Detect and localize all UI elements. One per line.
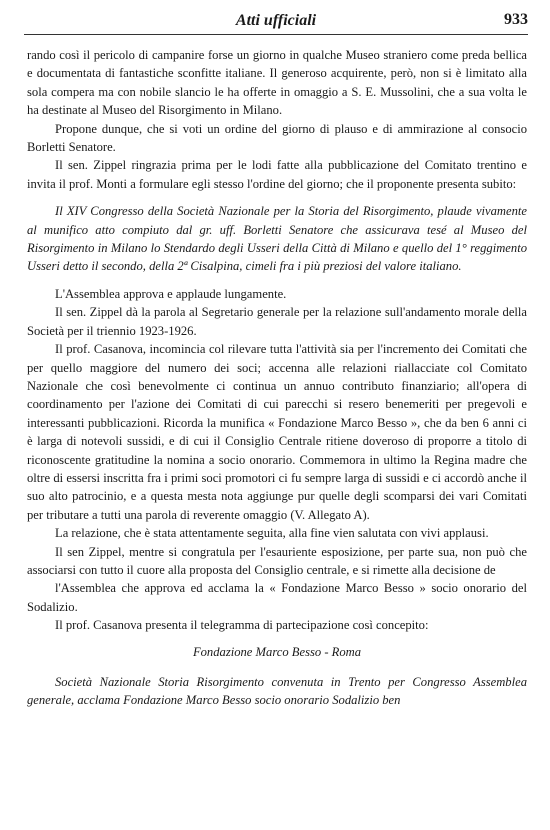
paragraph-assembly-acclaims: l'Assemblea che approva ed acclama la « Fondazione Marco Besso » socio onorario del Sodalizio. — [27, 581, 527, 614]
page-number: 933 — [504, 11, 528, 28]
telegram-text: Società Nazionale Storia Risorgimento convenuta in Trento per Congresso Assemblea generale, acclama Fondazione Marco Besso socio onorario Sodalizio ben — [27, 675, 527, 708]
paragraph-assembly-approves: L'Assemblea approva e applaude lungamente. — [55, 286, 287, 301]
paragraph-zippel-floor: Il sen. Zippel dà la parola al Segretario generale per la relazione sull'andamento morale della Società per il triennio 1923-1926. — [27, 305, 527, 338]
paragraph-continuation: rando così il pericolo di campanire forse un giorno in qualche Museo straniero come preda bellica e documentata di fantastiche sconfitte italiane. Il generoso acquirente, però, non si è limitato alla sola compera ma con nobile slancio le ha offerte in omaggio a S. E. Mussolini, che a sua volta le ha destinate al Museo del Risorgimento in Milano. — [27, 48, 527, 118]
paragraph-proposal: Propone dunque, che si voti un ordine del giorno di plauso e di ammirazione al consocio Borletti Senatore. — [27, 121, 527, 155]
paragraph-casanova-report: Il prof. Casanova, incomincia col rilevare tutta l'attività sia per l'incremento dei Comitati che per quello maggiore del numero dei soci; accenna alle relazioni riallacciate col Comitato Nazionale che così benevolmente ci continua un annuo contributo finanziario; all'opera di coordinamento per l'azione dei Comitati di cui parecchi si resero benemeriti per pregevoli e interessanti pubblicazioni. Ricorda la munifica « Fondazione Marco Besso », che da ben 6 anni ci è larga di notevoli sussidi, e di cui il Consiglio Centrale ritiene doveroso di proporre a titolo di riconoscente gratitudine la nomina a socio onorario. Commemora in ultimo la Regina madre che oltre di essersi inscritta fra i primi soci promotori ci fu sempre larga di sussidi e ci accordò anche il suo alto patrocinio, e a questa mesta nota aggiunge pur quelle degli scomparsi dei vari Comitati per tributare a tutti una parola di reverente omaggio (V. Allegato A). — [27, 342, 527, 522]
paragraph-zippel-thanks: Il sen. Zippel ringrazia prima per le lodi fatte alla pubblicazione del Comitato trentino e invita il prof. Monti a formulare egli stesso l'ordine del giorno; che il proponente presenta subito: — [27, 158, 527, 191]
header-rule — [24, 34, 528, 35]
paragraph-zippel-congratulates: Il sen Zippel, mentre si congratula per l'esauriente esposizione, per parte sua, non può che associarsi con tutto il cuore alla proposta del Consiglio centrale, e si rimette alla decisione de — [27, 544, 527, 577]
paragraph-telegram-intro: Il prof. Casanova presenta il telegramma di partecipazione così concepito: — [55, 618, 429, 633]
telegram-address: Fondazione Marco Besso - Roma — [192, 644, 362, 659]
running-title: Atti ufficiali — [235, 12, 317, 29]
resolution-text: Il XIV Congresso della Società Nazionale per la Storia del Risorgimento, plaude vivamente al munifico atto compiuto dal gr. uff. Borletti Senatore che assicurava tesé al Museo del Risorgimento in Milano lo Stendardo degli Usseri della Città di Milano e quello del 1° reggimento Usseri detto il secondo, della 2ª Cisalpina, cimeli fra i più preziosi del valore italiano. — [27, 204, 527, 274]
running-header — [24, 6, 528, 36]
body-text — [27, 46, 527, 710]
paragraph-applause: La relazione, che è stata attentamente seguita, alla fine vien salutata con vivi applausi. — [55, 526, 489, 541]
